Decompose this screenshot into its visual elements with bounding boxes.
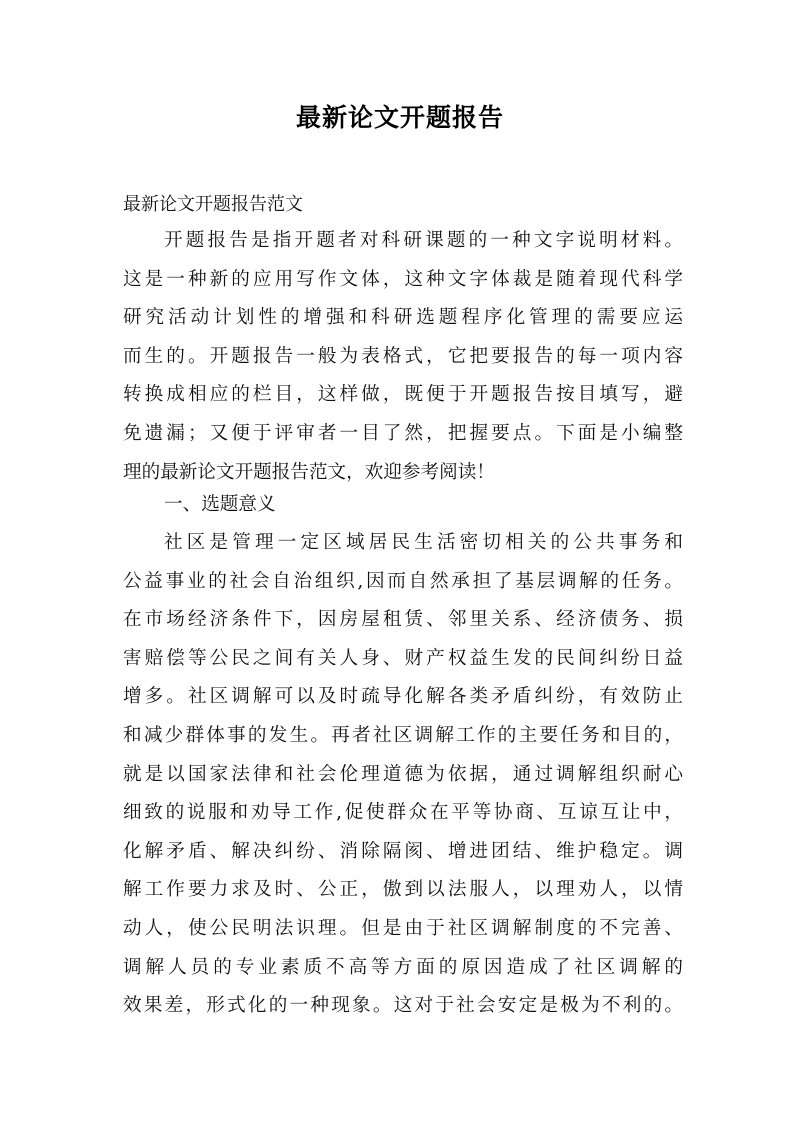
paragraph-line: 和减少群体事的发生。再者社区调解工作的主要任务和目的，	[123, 724, 683, 746]
paragraph-line: 免遗漏；又便于评审者一目了然，把握要点。下面是小编整	[123, 422, 683, 444]
paragraph-line: 增多。社区调解可以及时疏导化解各类矛盾纠纷，有效防止	[123, 686, 683, 708]
paragraph-line: 公益事业的社会自治组织,因而自然承担了基层调解的任务。	[123, 570, 683, 592]
paragraph-line: 效果差，形式化的一种现象。这对于社会安定是极为不利的。	[123, 995, 683, 1017]
paragraph-line: 害赔偿等公民之间有关人身、财产权益生发的民间纠纷日益	[123, 647, 683, 669]
section-paragraph	[123, 524, 683, 1026]
section-heading: 一、选题意义	[164, 494, 276, 515]
paragraph-line: 开题报告是指开题者对科研课题的一种文字说明材料。	[164, 230, 683, 251]
paragraph-line: 就是以国家法律和社会伦理道德为依据，通过调解组织耐心	[123, 763, 683, 785]
paragraph-line: 这是一种新的应用写作文体，这种文字体裁是随着现代科学	[123, 268, 683, 290]
paragraph-line: 理的最新论文开题报告范文，欢迎参考阅读！	[123, 461, 495, 483]
paragraph-line: 化解矛盾、解决纠纷、消除隔阂、增进团结、维护稳定。调	[123, 840, 683, 862]
intro-paragraph	[123, 222, 683, 492]
paragraph-line: 转换成相应的栏目，这样做，既便于开题报告按目填写，避	[123, 384, 683, 406]
paragraph-line: 调解人员的专业素质不高等方面的原因造成了社区调解的	[123, 956, 683, 978]
paragraph-line: 而生的。开题报告一般为表格式，它把要报告的每一项内容	[123, 345, 683, 367]
paragraph-line: 在市场经济条件下，因房屋租赁、邻里关系、经济债务、损	[123, 609, 683, 631]
paragraph-line: 细致的说服和劝导工作,促使群众在平等协商、互谅互让中，	[123, 802, 683, 824]
paragraph-line: 社区是管理一定区域居民生活密切相关的公共事务和	[164, 532, 683, 553]
paragraph-line: 动人，使公民明法识理。但是由于社区调解制度的不完善、	[123, 917, 683, 939]
document-subtitle: 最新论文开题报告范文	[123, 194, 303, 215]
paragraph-line: 研究活动计划性的增强和科研选题程序化管理的需要应运	[123, 307, 683, 329]
paragraph-line: 解工作要力求及时、公正，傲到以法服人，以理劝人，以情	[123, 879, 683, 901]
document-title: 最新论文开题报告	[295, 103, 504, 132]
